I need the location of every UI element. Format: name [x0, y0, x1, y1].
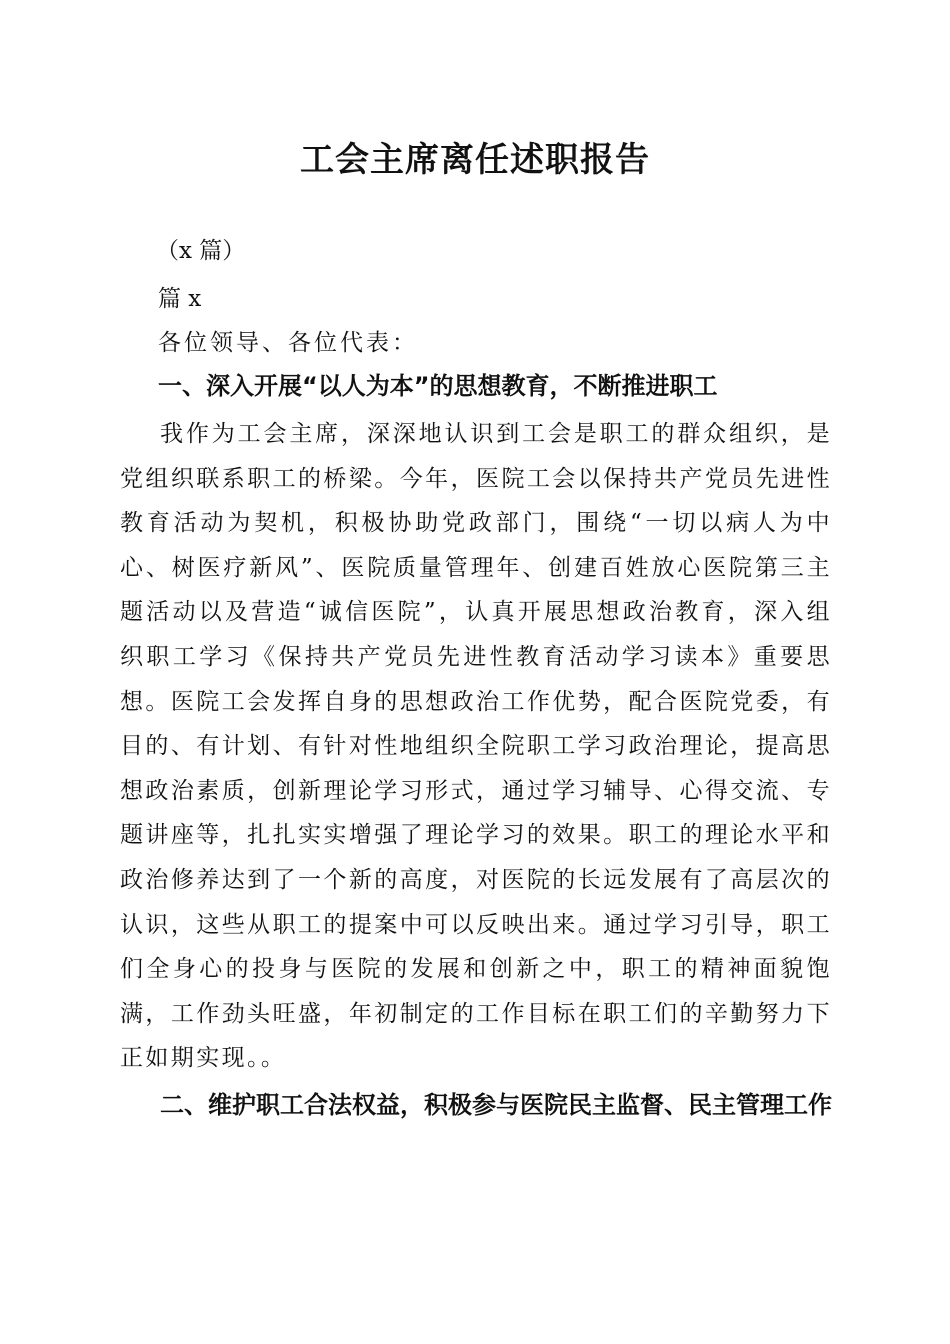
heading-2: 二、维护职工合法权益，积极参与医院民主监督、民主管理工作 — [160, 1091, 832, 1119]
section-label: 篇 x — [158, 286, 202, 312]
article-count-label: （x 篇） — [156, 238, 246, 264]
heading-1: 一、深入开展“以人为本”的思想教育，不断推进职工 — [158, 372, 718, 400]
document-title: 工会主席离任述职报告 — [300, 140, 650, 180]
body-paragraph-1: 我作为工会主席，深深地认识到工会是职工的群众组织，是党组织联系职工的桥梁。今年，医院工会以保持共产党员先进性教育活动为契机，积极协助党政部门，围绕“一切以病人为中心、树医疗新风”、医院质量管理年、创建百姓放心医院第三主题活动以及营造“诚信医院”，认真开展思想政治教育，深入组织职工学习《保持共产党员先进性教育活动学习读本》重要思想。医院工会发挥自身的思想政治工作优势，配合医院党委，有目的、有计划、有针对性地组织全院职工学习政治理论，提高思想政治素质，创新理论学习形式，通过学习辅导、心得交流、专题讲座等，扎扎实实增强了理论学习的效果。职工的理论水平和政治修养达到了一个新的高度，对医院的长远发展有了高层次的认识，这些从职工的提案中可以反映出来。通过学习引导，职工们全身心的投身与医院的发展和创新之中，职工的精神面貌饱满，工作劲头旺盛，年初制定的工作目标在职工们的辛勤努力下正如期实现。。 — [120, 421, 832, 1072]
greeting: 各位领导、各位代表： — [158, 330, 418, 356]
